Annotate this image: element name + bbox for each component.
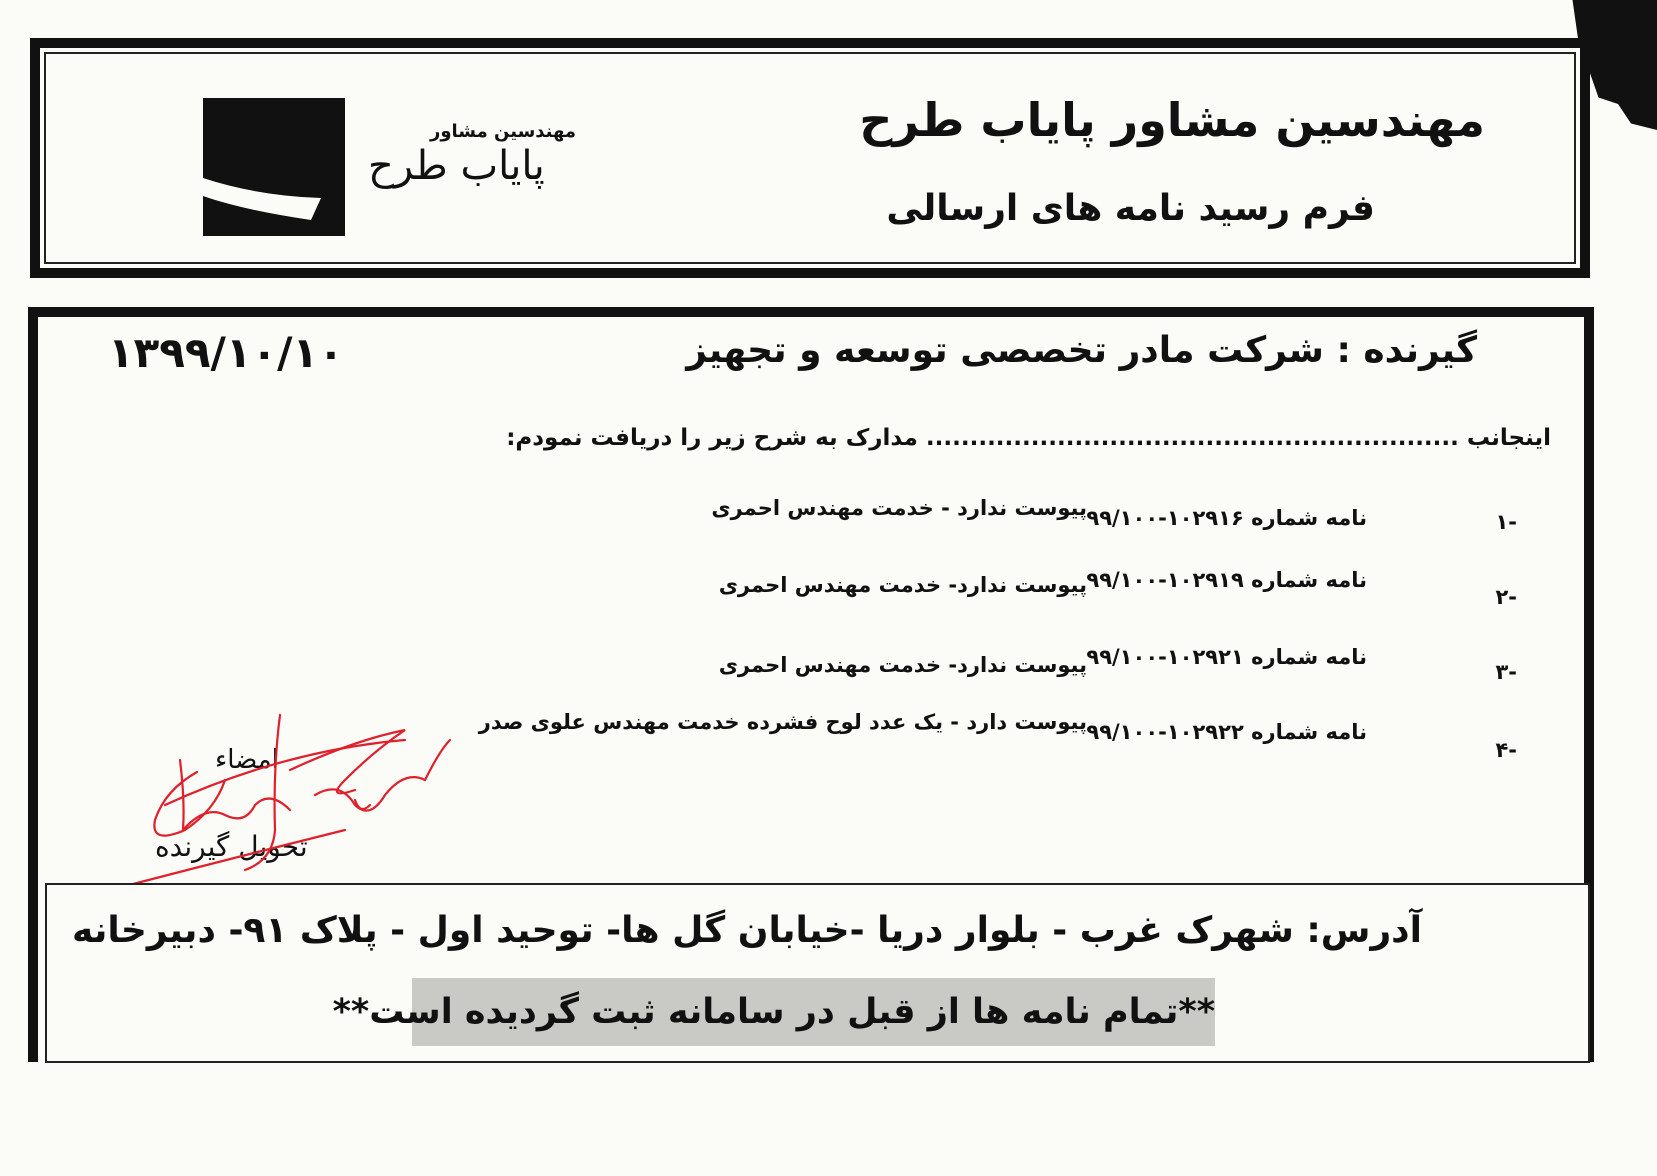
- item-letter-number: نامه شماره ۱۰۲۹۲۲-۹۹/۱۰۰: [1086, 720, 1367, 744]
- company-logo-icon: [203, 98, 345, 236]
- item-description: پیوست ندارد- خدمت مهندس احمری: [718, 573, 1087, 597]
- recipient-label: تحویل گیرنده: [155, 830, 308, 863]
- registration-notice: **تمام نامه ها از قبل در سامانه ثبت گردیده است**: [412, 978, 1215, 1046]
- item-number: -۳: [1495, 660, 1517, 684]
- item-letter-number: نامه شماره ۱۰۲۹۱۶-۹۹/۱۰۰: [1086, 506, 1367, 530]
- receiver-line: گیرنده : شرکت مادر تخصصی توسعه و تجهیز: [686, 330, 1477, 371]
- item-number: -۲: [1495, 585, 1517, 609]
- signature-label: امضاء: [215, 745, 279, 775]
- handwritten-signature-icon: [105, 710, 465, 900]
- item-description: پیوست ندارد- خدمت مهندس احمری: [718, 653, 1087, 677]
- document-date: ۱۳۹۹/۱۰/۱۰: [108, 328, 344, 377]
- logo-mark-icon: [203, 98, 345, 236]
- item-number: -۱: [1495, 510, 1517, 534]
- logo-title: پایاب طرح: [368, 143, 545, 189]
- item-letter-number: نامه شماره ۱۰۲۹۲۱-۹۹/۱۰۰: [1086, 645, 1367, 669]
- form-title: فرم رسید نامه های ارسالی: [886, 188, 1375, 229]
- item-description: پیوست ندارد - خدمت مهندس احمری: [711, 496, 1087, 520]
- item-description: پیوست دارد - یک عدد لوح فشرده خدمت مهندس علوی صدر: [478, 710, 1087, 734]
- company-title: مهندسین مشاور پایاب طرح: [859, 93, 1485, 147]
- intro-line: اینجانب ............................................................. مدارک به شرح زیر را دریافت نمودم:: [506, 425, 1551, 451]
- address-line: آدرس: شهرک غرب - بلوار دریا -خیابان گل ها- توحید اول - پلاک ۹۱- دبیرخانه: [72, 910, 1422, 951]
- header-box: [30, 38, 1590, 278]
- item-letter-number: نامه شماره ۱۰۲۹۱۹-۹۹/۱۰۰: [1086, 568, 1367, 592]
- logo-subtitle: مهندسین مشاور: [430, 121, 577, 142]
- item-number: -۴: [1495, 738, 1517, 762]
